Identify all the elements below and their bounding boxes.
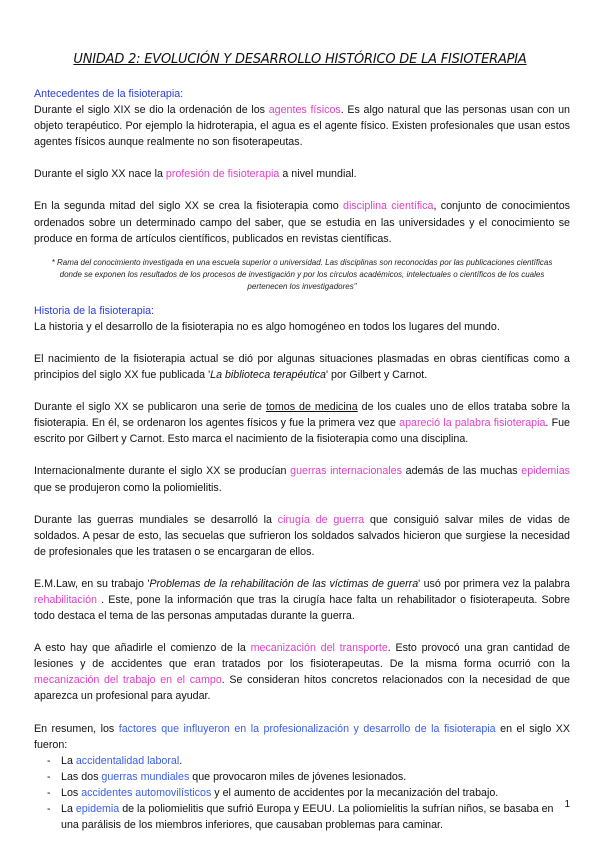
book-title: La biblioteca terapéutica [210,369,326,382]
list-item: - Los accidentes automovilísticos y el aumento de accidentes por la mecanización del trabajo. [34,785,570,801]
paragraph: A esto hay que añadirle el comienzo de la mecanización del transporte. Esto provocó una gran cantidad de lesiones y de accidentes que eran tratados por los fisioterapeutas. De la misma forma ocurrió con la mecanización del trabajo en el campo. Se consideran hitos concretos relacionados con la necesidad de que aparezca un profesional para ayudar. [34,642,571,703]
paragraph: El nacimiento de la fisioterapia actual se dió por algunas situaciones plasmadas en obras científicas como a principios del siglo XX fue publicada 'La biblioteca terapéutica' por Gilbert y Carnot. [34,352,570,382]
list-item: - La accidentalidad laboral. [34,753,570,769]
footnote: * Rama del conocimiento investigada en una escuela superior o universidad. Las disciplinas son reconocidas por las publicaciones científicas donde se exponen los resultados de los procesos de investigación y por los círculos académicos, intelectuales o científicos de los cuales pertenecen los investigadores" [51,257,553,291]
paragraph: En la segunda mitad del siglo XX se crea la fisioterapia como disciplina científica, conjunto de conocimientos ordenados sobre un determinado campo del saber, que se estudia en las universidades y el conocimiento se produce en forma de artículos científicos, publicados en revistas científicas. [34,200,570,245]
paragraph: En resumen, los factores que influyeron en la profesionalización y desarrollo de la fisioterapia en el siglo XX fueron: [34,722,570,751]
highlight: guerras internacionales [290,465,402,478]
paragraph: Durante el siglo XX se publicaron una serie de tomos de medicina de los cuales uno de ellos trataba sobre la fisioterapia. En él, se ordenaron los agentes físicos y fue la primera vez que apareció la palabra fisioterapia. Fue escrito por Gilbert y Carnot. Esto marca el nacimiento de la fisioterapia como una disciplina. [34,401,570,446]
paragraph: Internacionalmente durante el siglo XX se producían guerras internacionales además de las muchas epidemias que se produjeron como la poliomielitis. [34,465,570,494]
highlight: mecanización del trabajo en el campo [34,674,222,687]
list-item: - La epidemia de la poliomielitis que sufrió Europa y EEUU. La poliomielitis la sufrían niños, se basaba en una parálisis de los miembros inferiores, que causaban problemas para caminar. [34,801,570,833]
underlined-term: tomos de medicina [265,401,358,414]
page-title: UNIDAD 2: EVOLUCIÓN Y DESARROLLO HISTÓRICO DE LA FISIOTERAPIA [73,52,527,67]
paragraph: Durante las guerras mundiales se desarrolló la cirugía de guerra que consiguió salvar miles de vidas de soldados. A pesar de esto, las secuelas que sufrieron los soldados salvados hicieron que surgiese la necesidad de profesionales que les tratasen o se encargaran de ellos. [34,513,570,558]
section-heading-antecedentes: Antecedentes de la fisioterapia: [34,88,184,100]
work-title: Problemas de la rehabilitación de las víctimas de guerra [149,577,419,590]
paragraph: E.M.Law, en su trabajo 'Problemas de la rehabilitación de las víctimas de guerra' usó por primera vez la palabra rehabilitación . Este, pone la información que tras la cirugía hace falta un rehabilitador o fisioterapeuta. Sobre todo destaca el tema de las personas amputadas durante la guerra. [34,577,570,623]
paragraph: Durante el siglo XIX se dio la ordenación de los agentes físicos. Es algo natural que las personas usan con un objeto terapéutico. Por ejemplo la hidroterapia, el agua es el agente físico. Existen profesionales que usan estos agentes físicos aunque realmente no son fisoterapeutas. [34,104,570,149]
factors-list [34,753,570,833]
highlight: apareció la palabra fisioterapia [399,417,546,430]
highlight: epidemias [521,465,570,478]
highlight: agentes físicos [268,104,341,117]
highlight: factores que influyeron en la profesionalización y desarrollo de la fisioterapia [118,722,496,735]
highlight: profesión de fisioterapia [165,168,280,181]
document-body [34,86,570,833]
highlight: disciplina científica [343,200,434,213]
highlight: mecanización del transporte [250,642,388,655]
list-item: - Las dos guerras mundiales que provocaron miles de jóvenes lesionados. [34,769,570,785]
page-number: 1 [564,799,570,810]
paragraph: La historia y el desarrollo de la fisioterapia no es algo homogéneo en todos los lugares del mundo. [34,320,500,333]
section-heading-historia: Historia de la fisioterapia: [34,304,154,317]
highlight: rehabilitación [34,593,97,606]
highlight: cirugía de guerra [277,513,365,526]
paragraph: Durante el siglo XX nace la profesión de fisioterapia a nivel mundial. [34,168,357,181]
